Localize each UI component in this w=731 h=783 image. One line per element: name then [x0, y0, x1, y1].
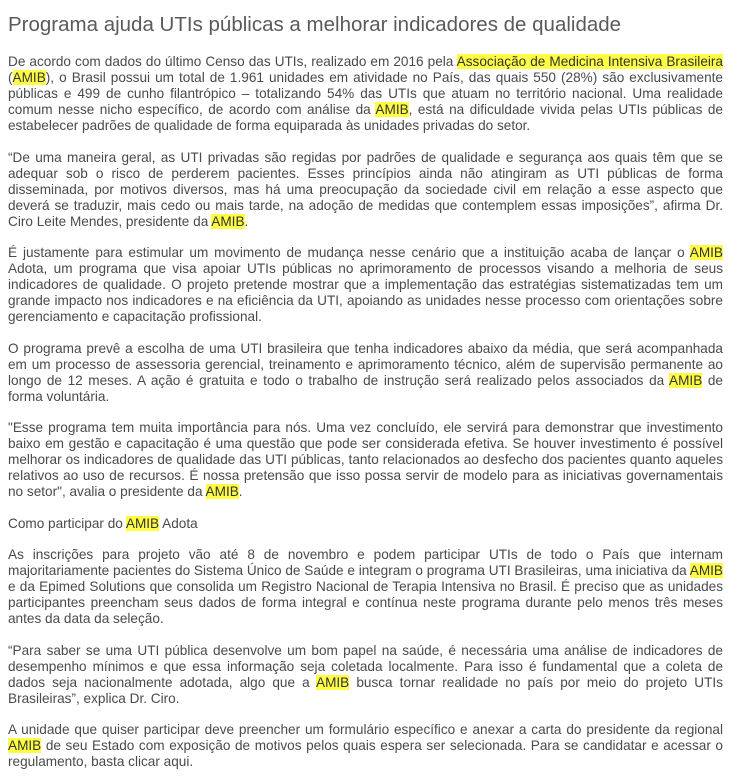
text: O programa prevê a escolha de uma UTI brasileira que tenha indicadores abaixo da média, que será acompanhada em um processo de assessoria gerencial, treinamento e aprimoramento técnico, além de supervisão permanente ao longo de 12 meses. A ação é gratuita e todo o trabalho de instrução será realizado pelos associados da [8, 340, 723, 388]
paragraph-8 [8, 643, 723, 707]
section-heading [8, 516, 723, 532]
text: . [238, 484, 243, 499]
highlight: AMIB [125, 515, 160, 531]
text: de forma voluntária. [8, 372, 723, 404]
highlight: AMIB [205, 484, 239, 499]
highlight: AMIB [211, 213, 245, 229]
text: "Esse programa tem muita importância para nós. Uma vez concluído, ele servirá para demonstrar que investimento baixo em gestão e capacitação é uma questão que pode ser considerada efetiva. Se houver investimento é possível melhorar os indicadores de qualidade das UTI públicas, tanto relacionados ao desfecho dos pacientes quanto aqueles relativos ao uso de recursos. É nossa pretensão que isso possa servir de modelo para as iniciativas governamentais no setor", avalia o presidente da [8, 420, 723, 499]
text: , está na dificuldade vivida pelas UTIs públicas de estabelecer padrões de qualidade de forma equiparada às unidades privadas do setor. [8, 102, 723, 133]
text: “De uma maneira geral, as UTI privadas são regidas por padrões de qualidade e segurança aos quais têm que se adequar sob o risco de perderem pacientes. Esses princípios ainda não atingiram as UTI públicas de forma disseminada, por motivos diversos, mas há uma preocupação da sociedade civil em relação a esse aspecto que deverá se traduzir, mais cedo ou mais tarde, na adoção de medidas que contemplem essas imposições”, afirma Dr. Ciro Leite Mendes, presidente da [8, 149, 723, 229]
text: Como participar do [8, 515, 126, 531]
text: As inscrições para projeto vão até 8 de novembro e podem participar UTIs de todo o País que internam majoritariamente pacientes do Sistema Único de Saúde e integram o programa UTI Brasileiras, uma iniciativa da [8, 547, 723, 578]
highlight: AMIB [669, 372, 703, 388]
text: “Para saber se uma UTI pública desenvolve um bom papel na saúde, é necessária uma análise de indicadores de desempenho mínimos e que essa informação seja coletada localmente. Para isso é fundamental que a coleta de dados seja nacionalmente adotada, algo que a [8, 642, 723, 690]
text: ( [8, 70, 13, 85]
paragraph-7 [8, 547, 723, 627]
text: Adota, um programa que visa apoiar UTIs públicas no aprimoramento de processos visando a melhoria de seus indicadores de qualidade. O projeto pretende mostrar que a implementação das estratégias sistematizadas tem um grande impacto nos indicadores e na eficiência da UTI, apoiando as unidades nesse processo com orientações sobre gerenciamento e capacitação profissional. [8, 261, 723, 324]
text: de seu Estado com exposição de motivos pelos quais espera ser selecionada. Para se candidatar e acessar o regulamento, basta clicar aqui. [8, 738, 723, 769]
text: ), o Brasil possui um total de 1.961 unidades em atividade no País, das quais 550 (28%) são exclusivamente públicas e 499 de cunho filantrópico – totalizando 54% das UTIs que atuam no território nacional. Uma realidade comum nesse nicho específico, de acordo com análise da [8, 70, 723, 117]
highlight: AMIB [316, 674, 350, 690]
paragraph-2 [8, 150, 723, 230]
paragraph-3 [8, 245, 723, 325]
text: Adota [159, 515, 198, 531]
highlight: Associação de Medicina Intensiva Brasileira [456, 54, 723, 69]
highlight: AMIB [8, 738, 42, 753]
text: É justamente para estimular um movimento de mudança nesse cenário que a instituição acaba de lançar o [8, 245, 690, 260]
paragraph-4 [8, 341, 723, 405]
highlight: AMIB [12, 70, 46, 85]
article-title: Programa ajuda UTIs públicas a melhorar indicadores de qualidade [8, 13, 622, 36]
paragraph-9 [8, 722, 723, 770]
text: A unidade que quiser participar deve preencher um formulário específico e anexar a carta do presidente da regional [8, 722, 723, 737]
highlight: AMIB [689, 563, 723, 578]
highlight: AMIB [375, 102, 409, 117]
paragraph-5 [8, 420, 723, 500]
paragraph-1 [8, 54, 723, 134]
text: De acordo com dados do último Censo das UTIs, realizado em 2016 pela [8, 54, 457, 69]
text: . [244, 213, 249, 229]
highlight: AMIB [689, 245, 723, 260]
text: e da Epimed Solutions que consolida um Registro Nacional de Terapia Intensiva no Brasil. É preciso que as unidades participantes preencham seus dados de forma integral e contínua neste programa durante pelo menos três meses antes da data da seleção. [8, 579, 723, 626]
text: busca tornar realidade no país por meio do projeto UTIs Brasileiras”, explica Dr. Ciro. [8, 674, 723, 706]
